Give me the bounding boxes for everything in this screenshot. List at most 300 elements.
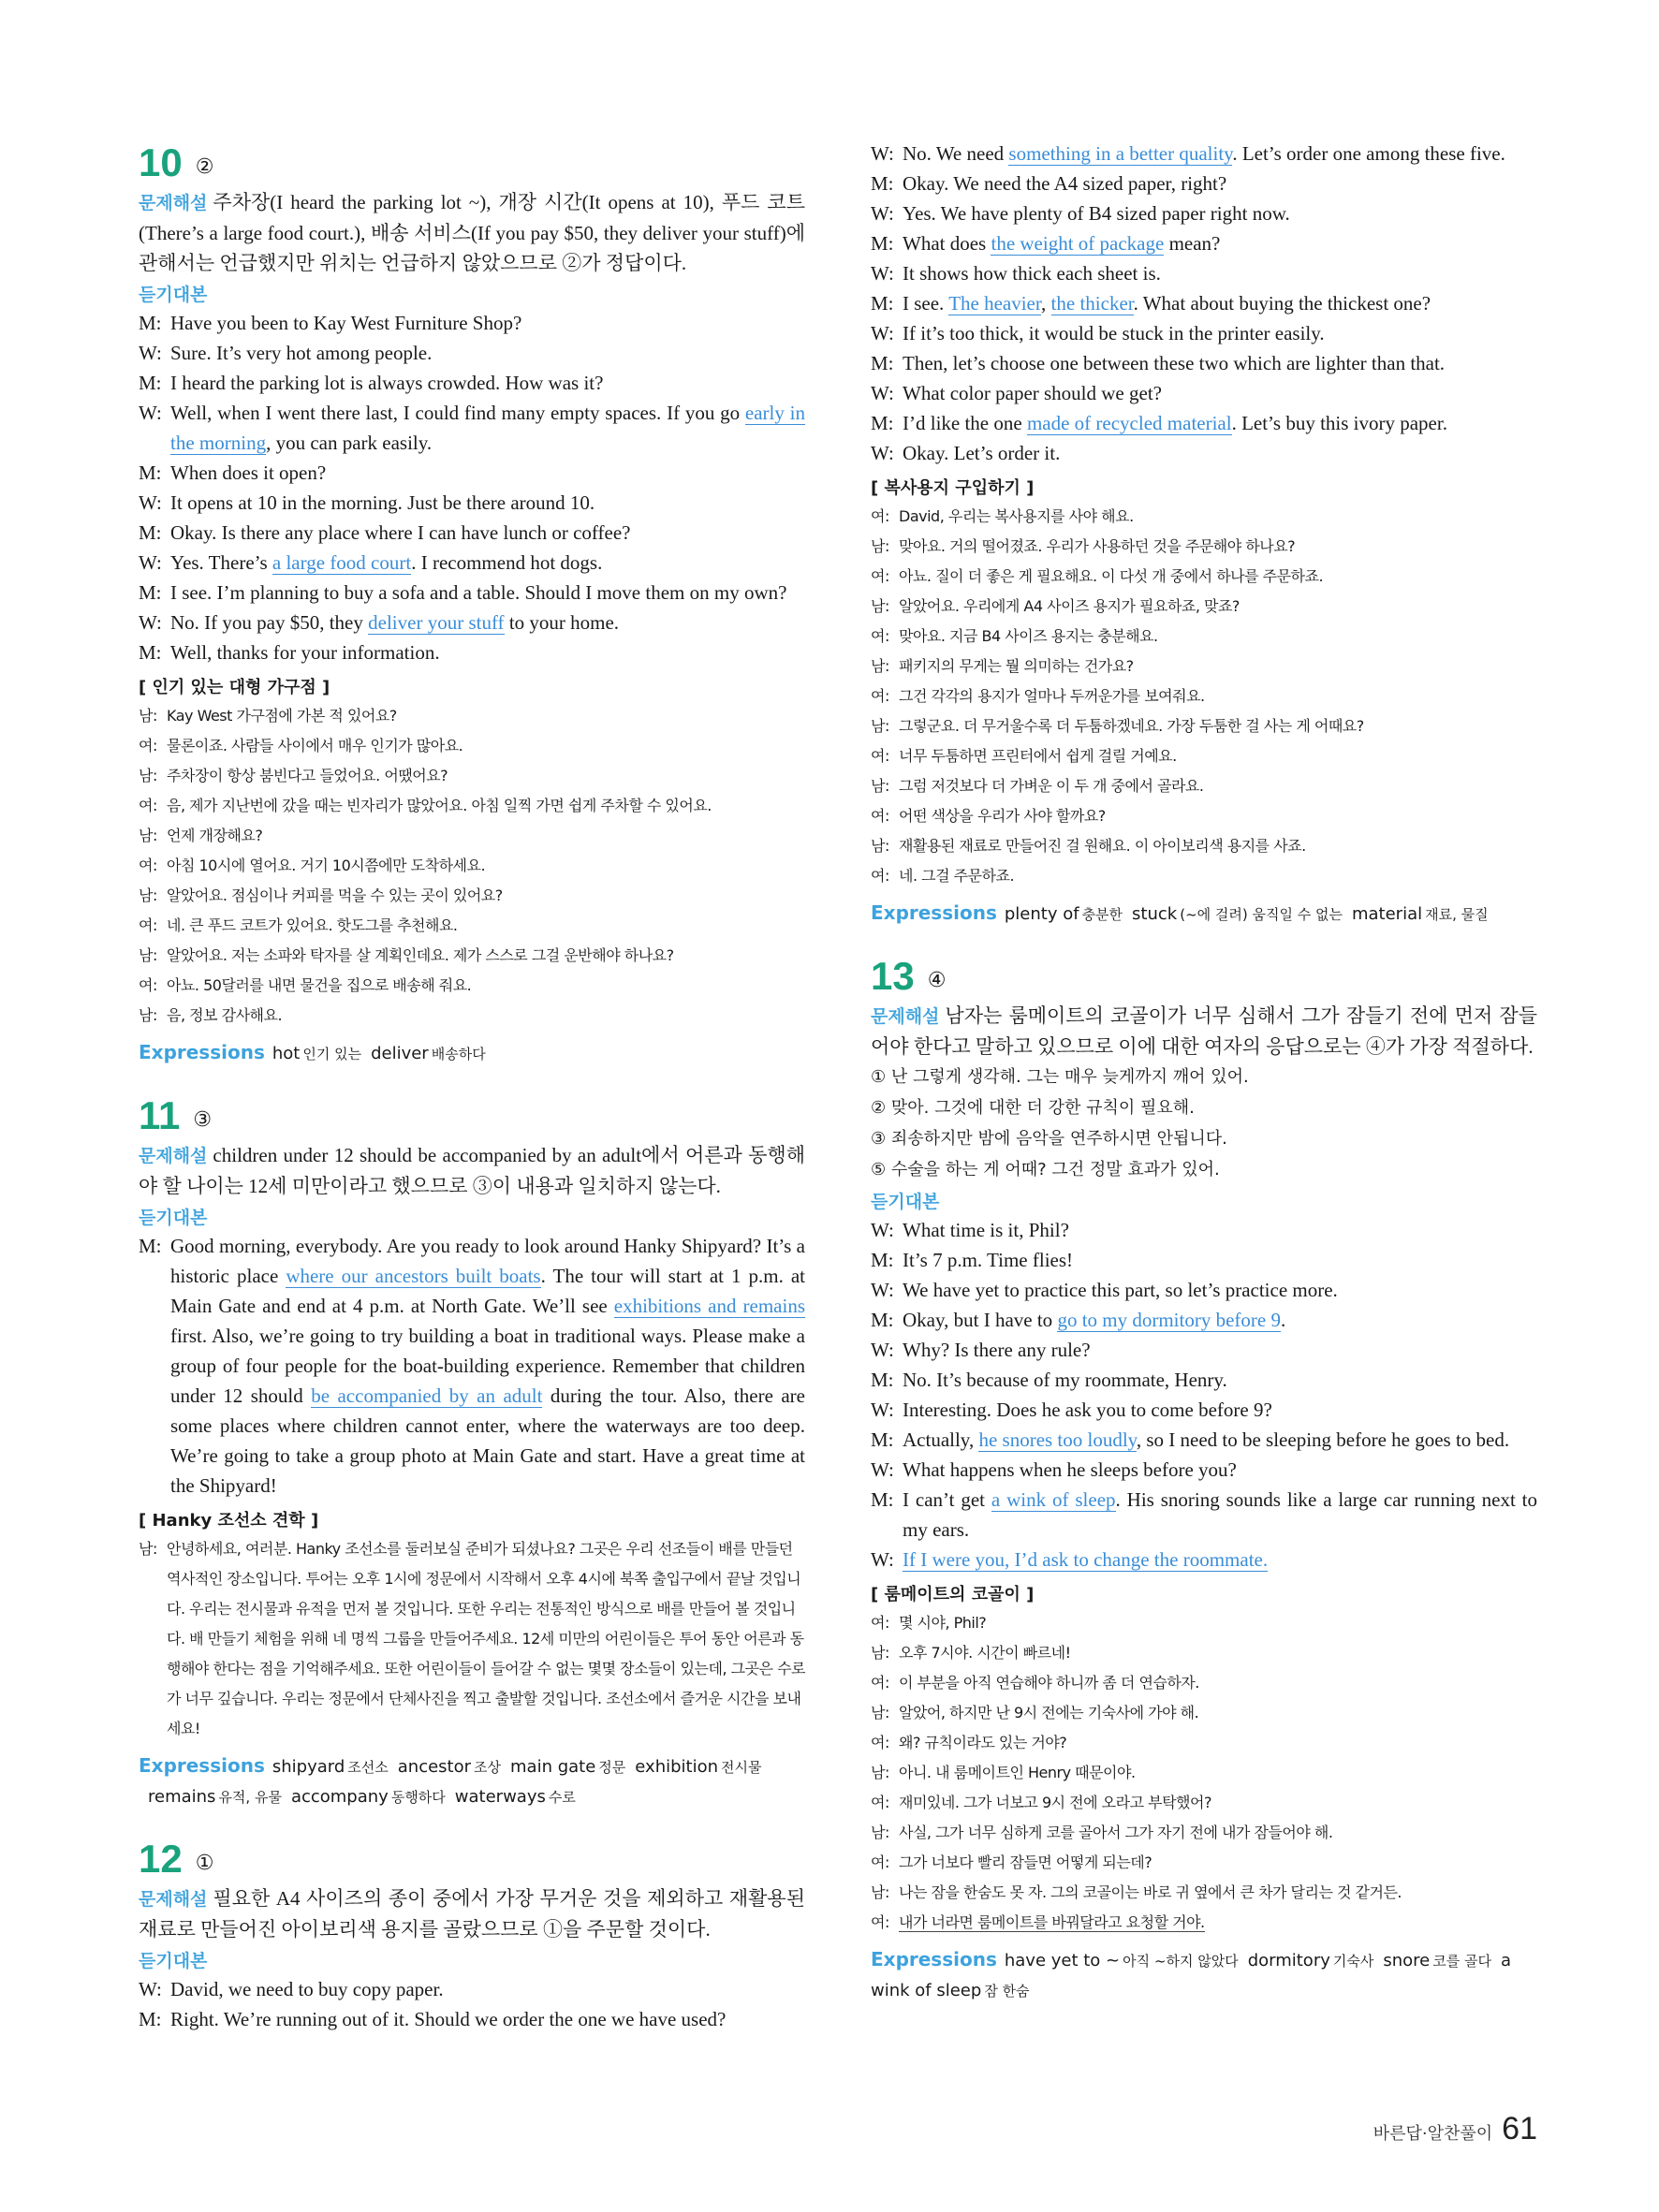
expression-meaning: 아직 ~하지 않았다	[1123, 1953, 1239, 1970]
speaker: M:	[139, 372, 162, 394]
translation-line	[871, 1908, 1537, 1938]
answer-mark: ②	[195, 155, 214, 179]
answer-underline: where our ancestors built boats	[286, 1265, 541, 1287]
speaker: 여:	[871, 507, 889, 525]
line-text: Interesting. Does he ask you to come before 9?	[903, 1399, 1272, 1421]
dialogue-line	[871, 139, 1537, 168]
speaker: 남:	[871, 1883, 889, 1901]
speaker: 여:	[139, 857, 157, 874]
translation-title: [ 룸메이트의 코골이 ]	[871, 1585, 1035, 1604]
question-12	[139, 1838, 805, 2034]
dialogue-line	[871, 198, 1537, 228]
speaker: M:	[139, 2008, 162, 2030]
translation-line	[139, 941, 805, 971]
question-number: 13	[871, 954, 915, 998]
expression-meaning: 정문	[598, 1759, 626, 1776]
script-label: 듣기대본	[139, 285, 208, 305]
line-text: No. We need something in a better quality. Let’s order one among these five.	[903, 142, 1505, 165]
line-text: No. It’s because of my roommate, Henry.	[903, 1369, 1227, 1391]
dialogue	[139, 1974, 805, 2034]
line-text: What color paper should we get?	[903, 382, 1162, 404]
dialogue-line	[139, 458, 805, 488]
speaker: W:	[871, 1548, 894, 1571]
line-text: 왜? 규칙이라도 있는 거야?	[899, 1734, 1067, 1751]
expression-meaning: 충분한	[1081, 906, 1123, 923]
answer-underline: early in the morning	[170, 402, 805, 454]
line-text: Well, thanks for your information.	[170, 641, 440, 664]
line-text: 주차장이 항상 붐빈다고 들었어요. 어땠어요?	[167, 767, 448, 784]
line-text: No. If you pay $50, they deliver your stuff to your home.	[170, 611, 620, 634]
speaker: W:	[871, 382, 894, 404]
translation-line	[871, 831, 1537, 861]
speaker: 여:	[871, 627, 889, 645]
dialogue-line	[139, 338, 805, 368]
question-header	[139, 142, 805, 183]
answer-underline: something in a better quality	[1008, 142, 1233, 165]
line-text: 어떤 색상을 우리가 사야 할까요?	[899, 807, 1106, 825]
expression-word: exhibition	[635, 1757, 719, 1777]
translation-title: [ 복사용지 구입하기 ]	[871, 478, 1035, 498]
dialogue-line	[139, 398, 805, 458]
expressions	[871, 1945, 1537, 2006]
explanation-tag: 문제해설	[139, 1146, 208, 1166]
answer-underline: deliver your stuff	[368, 611, 505, 634]
translation-line	[871, 711, 1537, 741]
speaker: 남:	[871, 1824, 889, 1841]
speaker: M:	[871, 1249, 894, 1271]
translation-line	[871, 1848, 1537, 1878]
translation-line	[871, 532, 1537, 562]
line-text: 물론이죠. 사람들 사이에서 매우 인기가 많아요.	[167, 737, 463, 754]
expression-meaning: 수로	[548, 1789, 576, 1806]
explanation	[871, 1001, 1537, 1062]
answer-mark: ①	[195, 1852, 214, 1875]
line-text: I heard the parking lot is always crowded. How was it?	[170, 372, 604, 394]
translation-line	[139, 731, 805, 761]
line-text: What does the weight of package mean?	[903, 232, 1221, 255]
dialogue-line	[871, 408, 1537, 438]
line-text: I see. I’m planning to buy a sofa and a table. Should I move them on my own?	[170, 581, 787, 604]
expression-word: remains	[148, 1787, 216, 1807]
line-text: 그럼 저것보다 더 가벼운 이 두 개 중에서 골라요.	[899, 777, 1204, 795]
line-text: 아니. 내 룸메이트인 Henry 때문이야.	[899, 1764, 1136, 1781]
explanation	[139, 1883, 805, 1944]
line-text: Have you been to Kay West Furniture Shop?	[170, 312, 522, 334]
dialogue-line	[871, 1485, 1537, 1545]
translation-line	[139, 761, 805, 791]
line-text: 네. 그걸 주문하죠.	[899, 867, 1015, 885]
speaker: W:	[871, 1219, 894, 1241]
line-text: Why? Is there any rule?	[903, 1339, 1091, 1361]
answer-underline: the thicker	[1050, 292, 1134, 315]
expression-word: dormitory	[1247, 1951, 1330, 1970]
speaker: 남:	[871, 777, 889, 795]
line-text: I can’t get a wink of sleep. His snoring sounds like a large car running next to my ears.	[903, 1488, 1537, 1541]
line-text: Okay. Is there any place where I can have lunch or coffee?	[170, 521, 631, 544]
line-text: 사실, 그가 너무 심하게 코를 골아서 그가 자기 전에 내가 잠들어야 해.	[899, 1824, 1333, 1841]
dialogue-line	[871, 1305, 1537, 1335]
speaker: M:	[139, 641, 162, 664]
line-text: 이 부분을 아직 연습해야 하니까 좀 더 연습하자.	[899, 1674, 1199, 1692]
speaker: M:	[871, 232, 894, 255]
line-text: 오후 7시야. 시간이 빠르네!	[899, 1644, 1071, 1662]
expression-meaning: 동행하다	[390, 1789, 446, 1806]
dialogue-line	[871, 378, 1537, 408]
line-text: Okay. Let’s order it.	[903, 442, 1061, 464]
speaker: 여:	[871, 1794, 889, 1811]
dialogue-line	[139, 578, 805, 608]
expression-word: plenty of	[1004, 904, 1079, 924]
question-11	[139, 1095, 805, 1812]
translation-line	[871, 681, 1537, 711]
speaker: M:	[871, 1309, 894, 1331]
dialogue-line	[871, 348, 1537, 378]
dialogue-line	[871, 1335, 1537, 1365]
line-text: David, we need to buy copy paper.	[170, 1978, 444, 2000]
explanation-text: 필요한 A4 사이즈의 종이 중에서 가장 무거운 것을 제외하고 재활용된 재료로 만들어진 아이보리색 용지를 골랐으므로 ①을 주문할 것이다.	[139, 1887, 805, 1941]
speaker: M:	[871, 412, 894, 434]
translation: 남: 안녕하세요, 여러분. Hanky 조선소를 둘러보실 준비가 되셨나요? 그곳은 우리 선조들이 배를 만들던 역사적인 장소입니다. 투어는 오후 1시에 정문에서 시작해서 오후 4시에 북쪽 출입구에서 끝날 것입니다. 우리는 전시물과 유적을 먼저 볼 것입니다. 또한 우리는 전통적인 방식으로 배를 만들어 볼 것입니다. 배 만들기 체험을 위해 네 명씩 그룹을 만들어주세요. 12세 미만의 어린이들은 투어 동안 어른과 동행해야 한다는 점을 기억해주세요. 또한 어린이들이 들어갈 수 없는 몇몇 장소들이 있는데, 그곳은 수로가 너무 깊습니다. 우리는 정문에서 단체사진을 찍고 출발할 것입니다. 조선소에서 즐거운 시간을 보내세요!	[139, 1540, 805, 1737]
line-text: David, 우리는 복사용지를 사야 해요.	[899, 507, 1134, 525]
question-header	[139, 1095, 805, 1136]
speaker: 여:	[871, 747, 889, 765]
speaker: W:	[871, 142, 894, 165]
speaker: 여:	[871, 1674, 889, 1692]
translation-line	[871, 1668, 1537, 1698]
speaker: W:	[139, 342, 162, 364]
line-text: 나는 잠을 한숨도 못 자. 그의 코골이는 바로 귀 옆에서 큰 차가 달리는 것 같거든.	[899, 1883, 1402, 1901]
dialogue-line	[871, 1455, 1537, 1485]
translation-line	[871, 1788, 1537, 1818]
answer-underline: exhibitions and remains	[613, 1295, 805, 1317]
left-column	[139, 142, 805, 2034]
translation-line	[139, 1001, 805, 1031]
speaker: M:	[871, 292, 894, 315]
expression-word: main gate	[510, 1757, 596, 1777]
speaker: 남:	[139, 767, 157, 784]
question-number: 11	[139, 1093, 181, 1137]
dialogue-line	[871, 258, 1537, 288]
speaker: W:	[871, 322, 894, 344]
speaker: 여:	[871, 687, 889, 705]
translation-line	[871, 1698, 1537, 1728]
dialogue	[139, 308, 805, 667]
answer-options	[871, 1062, 1537, 1185]
line-text: When does it open?	[170, 461, 327, 484]
line-text: 언제 개장해요?	[167, 827, 263, 844]
expressions	[871, 899, 1537, 930]
speaker: 여:	[139, 737, 157, 754]
translation-line	[871, 652, 1537, 681]
speaker: 여:	[871, 1614, 889, 1632]
line-text: Well, when I went there last, I could find many empty spaces. If you go early in the morning, you can park easily.	[170, 402, 805, 454]
speaker: M:	[139, 312, 162, 334]
script-label: 듣기대본	[139, 1208, 208, 1228]
answer-underline: go to my dormitory before 9	[1057, 1309, 1281, 1331]
speaker: 여:	[871, 1853, 889, 1871]
line-text: 아침 10시에 열어요. 거기 10시쯤에만 도착하세요.	[167, 857, 486, 874]
explanation	[139, 1140, 805, 1201]
question-number: 10	[139, 140, 183, 184]
line-text: 맞아요. 지금 B4 사이즈 용지는 충분해요.	[899, 627, 1158, 645]
answer-underline: If I were you, I’d ask to change the roommate.	[903, 1548, 1269, 1571]
answer-underline: be accompanied by an adult	[311, 1384, 543, 1407]
explanation	[139, 187, 805, 278]
line-text: 몇 시야, Phil?	[899, 1614, 987, 1632]
explanation-text: children under 12 should be accompanied by an adult에서 어른과 동행해야 할 나이는 12세 미만이라고 했으므로 ③이 내용과 일치하지 않는다.	[139, 1144, 805, 1197]
speaker: M:	[139, 1235, 162, 1257]
translation-title: [ 인기 있는 대형 가구점 ]	[139, 678, 330, 697]
speaker: M:	[871, 1369, 894, 1391]
speaker: M:	[871, 172, 894, 195]
question-header	[871, 956, 1537, 997]
explanation-tag: 문제해설	[871, 1006, 940, 1027]
speaker: 남:	[139, 1006, 157, 1024]
speaker: 여:	[871, 1913, 889, 1931]
line-text: 그가 너보다 빨리 잠들면 어떻게 되는데?	[899, 1853, 1152, 1871]
answer-underline: a large food court	[272, 551, 412, 574]
answer-option: ③ 죄송하지만 밤에 음악을 연주하시면 안됩니다.	[871, 1129, 1227, 1149]
translation-line	[871, 771, 1537, 801]
line-text: 음, 정보 감사해요.	[167, 1006, 283, 1024]
page-number: 61	[1502, 2111, 1537, 2146]
script-label: 듣기대본	[871, 1192, 940, 1212]
explanation-tag: 문제해설	[139, 1889, 208, 1910]
line-text	[899, 1908, 1537, 1938]
speaker: W:	[871, 1399, 894, 1421]
page-footer	[1373, 2111, 1537, 2147]
expression-meaning: 조상	[474, 1759, 501, 1776]
translation-line	[871, 502, 1537, 532]
dialogue-line	[871, 318, 1537, 348]
question-13	[871, 956, 1537, 2006]
translation-line	[139, 791, 805, 821]
dialogue-line	[871, 1545, 1537, 1575]
explanation-tag: 문제해설	[139, 193, 208, 213]
translation-line	[871, 562, 1537, 592]
speaker: W:	[871, 262, 894, 285]
answer-option: ① 난 그렇게 생각해. 그는 매우 늦게까지 깨어 있어.	[871, 1067, 1249, 1087]
line-text: It’s 7 p.m. Time flies!	[903, 1249, 1074, 1271]
translation-line	[139, 821, 805, 851]
expression-meaning: 유적, 유물	[218, 1789, 282, 1806]
speaker: 여:	[139, 797, 157, 814]
line-text: If it’s too thick, it would be stuck in the printer easily.	[903, 322, 1325, 344]
dialogue-line	[871, 168, 1537, 198]
line-text: 음, 제가 지난번에 갔을 때는 빈자리가 많았어요. 아침 일찍 가면 쉽게 주차할 수 있어요.	[167, 797, 712, 814]
speaker: M:	[139, 461, 162, 484]
dialogue-line	[139, 518, 805, 548]
line-text: 패키지의 무게는 뭘 의미하는 건가요?	[899, 657, 1134, 675]
translation-line	[871, 1638, 1537, 1668]
translation-line	[871, 1758, 1537, 1788]
expression-word: accompany	[290, 1787, 389, 1807]
expression-meaning: 조선소	[347, 1759, 389, 1776]
line-text: Actually, he snores too loudly, so I need to be sleeping before he goes to bed.	[903, 1428, 1510, 1451]
monologue	[139, 1231, 805, 1501]
right-column	[871, 139, 1537, 2006]
speaker: 남:	[871, 1644, 889, 1662]
line-text: I see. The heavier, the thicker. What about buying the thickest one?	[903, 292, 1431, 315]
line-text: 네. 큰 푸드 코트가 있어요. 핫도그를 추천해요.	[167, 916, 458, 934]
speaker: W:	[139, 402, 162, 424]
dialogue-line	[871, 1425, 1537, 1455]
translation-line	[871, 1608, 1537, 1638]
line-text: 재미있네. 그가 너보고 9시 전에 오라고 부탁했어?	[899, 1794, 1211, 1811]
expression-word: waterways	[454, 1787, 546, 1807]
dialogue-line	[139, 368, 805, 398]
expression-word: have yet to ~	[1004, 1951, 1121, 1970]
line-text: We have yet to practice this part, so let’s practice more.	[903, 1279, 1338, 1301]
speaker: W:	[871, 1279, 894, 1301]
expression-word: deliver	[371, 1044, 429, 1063]
translation-line	[871, 741, 1537, 771]
question-10	[139, 142, 805, 1069]
translation	[139, 701, 805, 1031]
dialogue-line	[871, 228, 1537, 258]
speaker: 남:	[871, 597, 889, 615]
dialogue	[871, 139, 1537, 468]
answer-mark: ④	[927, 969, 947, 992]
translation-line	[139, 971, 805, 1001]
speaker: W:	[871, 202, 894, 225]
line-text: 알았어요. 점심이나 커피를 먹을 수 있는 곳이 있어요?	[167, 886, 503, 904]
speaker: M:	[871, 1488, 894, 1511]
footer-label: 바른답·알찬풀이	[1373, 2124, 1493, 2144]
translation-line	[139, 851, 805, 881]
answer-option: ② 맞아. 그것에 대한 더 강한 규칙이 필요해.	[871, 1098, 1195, 1118]
line-text: 너무 두툼하면 프린터에서 쉽게 걸릴 거예요.	[899, 747, 1177, 765]
expressions-tag: Expressions	[871, 901, 997, 924]
line-text: Yes. We have plenty of B4 sized paper right now.	[903, 202, 1290, 225]
answer-underline: the weight of package	[991, 232, 1165, 255]
dialogue	[871, 1215, 1537, 1575]
translation	[871, 1608, 1537, 1938]
speaker: 남:	[871, 537, 889, 555]
line-text: Then, let’s choose one between these two which are lighter than that.	[903, 352, 1446, 374]
speaker: 남:	[871, 1704, 889, 1721]
speaker: 남:	[871, 1764, 889, 1781]
line-text: What time is it, Phil?	[903, 1219, 1069, 1241]
expression-word: material	[1351, 904, 1423, 924]
translation-line	[871, 1728, 1537, 1758]
translation-line	[139, 881, 805, 911]
line-text: 아뇨. 50달러를 내면 물건을 집으로 배송해 줘요.	[167, 976, 472, 994]
speaker: W:	[139, 491, 162, 514]
speaker: 여:	[871, 867, 889, 885]
expression-word: hot	[272, 1044, 301, 1063]
expression-word: a wink of sleep	[871, 1951, 1512, 2000]
translation-line	[871, 592, 1537, 622]
speaker: W:	[871, 442, 894, 464]
answer-underline: made of recycled material	[1026, 412, 1232, 434]
line-text: 그렇군요. 더 무거울수록 더 두툼하겠네요. 가장 두툼한 걸 사는 게 어때요?	[899, 717, 1364, 735]
speaker: W:	[139, 611, 162, 634]
speaker: 여:	[139, 976, 157, 994]
speaker: W:	[139, 551, 162, 574]
dialogue-line	[871, 1365, 1537, 1395]
line-text: Okay, but I have to go to my dormitory before 9.	[903, 1309, 1286, 1331]
translation-line	[139, 701, 805, 731]
answer-option: ⑤ 수술을 하는 게 어때? 그건 정말 효과가 있어.	[871, 1160, 1220, 1179]
translation-title: [ Hanky 조선소 견학 ]	[139, 1511, 319, 1531]
line-text: It shows how thick each sheet is.	[903, 262, 1161, 285]
expressions-tag: Expressions	[871, 1948, 997, 1970]
speaker: 남:	[139, 827, 157, 844]
expressions	[139, 1038, 805, 1069]
dialogue-line	[871, 288, 1537, 318]
expressions	[139, 1751, 805, 1812]
dialogue-line	[871, 1395, 1537, 1425]
speaker: 여:	[871, 807, 889, 825]
line-text: 맞아요. 거의 떨어졌죠. 우리가 사용하던 것을 주문해야 하나요?	[899, 537, 1296, 555]
explanation-text: 주차장(I heard the parking lot ~), 개장 시간(It opens at 10), 푸드 코트(There’s a large food court.), 배송 서비스(If you pay $50, they deliver your stuff)에 관해서는 언급했지만 위치는 언급하지 않았으므로 ②가 정답이다.	[139, 191, 805, 274]
speaker: M:	[871, 352, 894, 374]
monologue-text: Good morning, everybody. Are you ready to look around Hanky Shipyard? It’s a historic place where our ancestors built boats. The tour will start at 1 p.m. at Main Gate and end at 4 p.m. at North Gate. We’ll see exhibitions and remains first. Also, we’re going to try building a boat in traditional ways. Please make a group of four people for the boat-building experience. Remember that children under 12 should be accompanied by an adult during the tour. Also, there are some places where children cannot enter, where the waterways are too deep. We’re going to take a group photo at Main Gate and start. Have a great time at the Shipyard!	[170, 1235, 805, 1497]
question-number: 12	[139, 1837, 183, 1881]
expression-meaning: (~에 걸려) 움직일 수 없는	[1180, 906, 1343, 923]
question-header	[139, 1838, 805, 1880]
speaker: M:	[871, 1428, 894, 1451]
expression-meaning: 잠 한숨	[984, 1983, 1030, 2000]
line-text: Kay West 가구점에 가본 적 있어요?	[167, 707, 397, 725]
explanation-text: 남자는 룸메이트의 코골이가 너무 심해서 그가 잠들기 전에 먼저 잠들어야 한다고 말하고 있으므로 이에 대한 여자의 응답으로는 ④가 가장 적절하다.	[871, 1004, 1537, 1058]
speaker: 여:	[871, 1734, 889, 1751]
dialogue-line	[139, 488, 805, 518]
speaker: 남:	[139, 886, 157, 904]
answer-underline: 내가 너라면 룸메이트를 바꿔달라고 요청할 거야.	[899, 1913, 1205, 1931]
translation-line	[871, 1878, 1537, 1908]
script-label: 듣기대본	[139, 1951, 208, 1971]
expression-meaning: 코를 골다	[1432, 1953, 1491, 1970]
speaker: 남:	[871, 717, 889, 735]
speaker: 여:	[871, 567, 889, 585]
line-text: 그건 각각의 용지가 얼마나 두꺼운가를 보여줘요.	[899, 687, 1205, 705]
speaker: 여:	[139, 916, 157, 934]
speaker: W:	[139, 1978, 162, 2000]
speaker: 남:	[871, 657, 889, 675]
speaker: M:	[139, 521, 162, 544]
speaker: M:	[139, 581, 162, 604]
line-text: I’d like the one made of recycled material. Let’s buy this ivory paper.	[903, 412, 1447, 434]
line-text: Okay. We need the A4 sized paper, right?	[903, 172, 1227, 195]
line-text: What happens when he sleeps before you?	[903, 1458, 1237, 1481]
dialogue-line	[871, 1245, 1537, 1275]
speaker: 남:	[871, 837, 889, 855]
expression-meaning: 전시물	[721, 1759, 762, 1776]
speaker: W:	[871, 1458, 894, 1481]
expression-word: snore	[1383, 1951, 1431, 1970]
speaker: 남:	[139, 946, 157, 964]
line-text: 재활용된 재료로 만들어진 걸 원해요. 이 아이보리색 용지를 사죠.	[899, 837, 1306, 855]
expression-word: shipyard	[272, 1757, 345, 1777]
expression-meaning: 인기 있는	[302, 1046, 362, 1062]
translation-line	[871, 1818, 1537, 1848]
dialogue-line	[139, 608, 805, 637]
translation	[871, 502, 1537, 891]
answer-underline: he snores too loudly	[978, 1428, 1137, 1451]
line-text: 알았어요. 우리에게 A4 사이즈 용지가 필요하죠, 맞죠?	[899, 597, 1240, 615]
dialogue-line	[139, 2004, 805, 2034]
dialogue-line	[139, 548, 805, 578]
dialogue-line	[871, 438, 1537, 468]
answer-underline: a wink of sleep	[991, 1488, 1116, 1511]
question-12-continued	[871, 139, 1537, 930]
translation-line	[871, 622, 1537, 652]
expressions-tag: Expressions	[139, 1754, 265, 1777]
dialogue-line	[139, 1974, 805, 2004]
speaker: W:	[871, 1339, 894, 1361]
